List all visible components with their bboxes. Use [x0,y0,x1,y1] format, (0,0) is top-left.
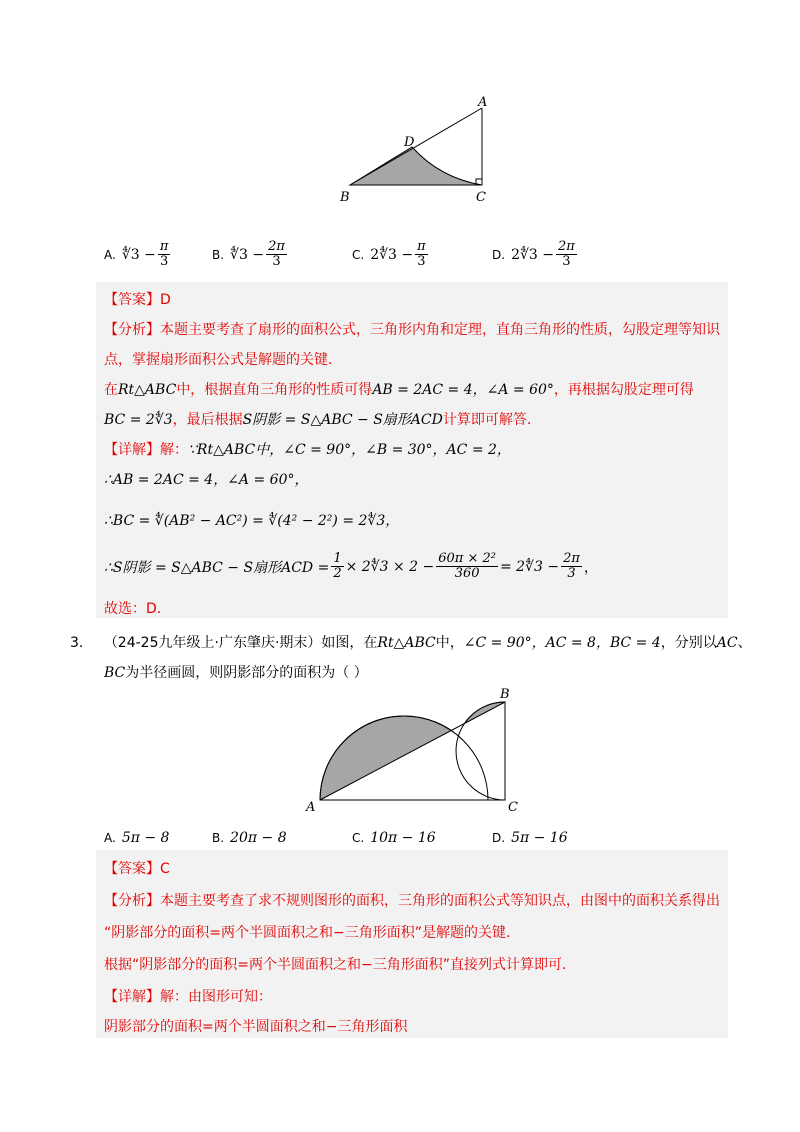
q2-answer: 【答案】D [104,292,171,308]
figure-semicircles [300,685,540,815]
q3-solution-panel [96,850,728,1038]
q2-detail-line-1: 【详解】解：∵Rt△ABC中，∠C = 90°，∠B = 30°，AC = 2， [104,442,511,458]
label-b: B [340,190,350,205]
q2-analysis-line-3: 在Rt△ABC中，根据直角三角形的性质可得AB = 2AC = 4，∠A = 60°，再根据勾股定理可得 [104,382,694,398]
q2-detail-line-4: ∴S阴影 = S△ABC − S扇形ACD = $\frac{1}{2}$ × 2∜3 × 2 − $\frac{\text{60π × 2²}}{360}$ = 2∜3 − $\frac{2\pi}{3}$ ， [104,551,598,582]
figure-triangle-sector [330,90,500,205]
q2-detail-line-2: ∴AB = 2AC = 4，∠A = 60°， [104,472,309,488]
q3-answer: 【答案】C [104,861,170,877]
q3-analysis-line-2: “阴影部分的面积=两个半圆面积之和−三角形面积”是解题的关键. [104,925,511,941]
q3-number: 3. [70,635,84,651]
q2-option-c[interactable]: C. 2∜3 − $\frac{\pi}{3}$ [352,239,426,270]
q3-stem-line-1: 3. （24-25九年级上·广东肇庆·期末）如图，在Rt△ABC中，∠C = 90°，AC = 8，BC = 4，分别以AC、 [70,635,752,651]
label-c: C [476,190,486,205]
q3-detail-line-1: 【详解】解：由图形可知： [104,989,272,1005]
q2-option-b[interactable]: B. ∜3 − $\frac{2\pi}{3}$ [212,239,285,270]
q2-analysis-line-4: BC = 2∜3，最后根据S阴影 = S△ABC − S扇形ACD计算即可解答. [104,412,532,428]
q2-analysis-line-2: 点，掌握扇形面积公式是解题的关键. [104,352,333,368]
q2-option-d[interactable]: D. 2∜3 − $\frac{2\pi}{3}$ [492,239,575,270]
label-c: C [508,800,518,815]
q2-analysis-line-1: 【分析】本题主要考查了扇形的面积公式，三角形内角和定理，直角三角形的性质，勾股定理等知识 [104,322,720,338]
label-d: D [404,135,415,150]
label-a: A [478,95,488,110]
q2-choose: 故选：D. [104,601,162,617]
q3-stem-line-2: BC为半径画圆，则阴影部分的面积为（ ） [104,665,368,681]
q3-option-c[interactable]: C. 10π − 16 [352,830,436,846]
q3-detail-line-2: 阴影部分的面积=两个半圆面积之和−三角形面积 [104,1019,408,1035]
q3-analysis-line-1: 【分析】本题主要考查了求不规则图形的面积，三角形的面积公式等知识点，由图中的面积关系得出 [104,893,720,909]
q2-option-a[interactable]: A. ∜3 − $\frac{\pi}{3}$ [104,239,169,270]
q3-option-d[interactable]: D. 5π − 16 [492,830,568,846]
label-b: B [500,687,510,702]
q3-analysis-line-3: 根据“阴影部分的面积=两个半圆面积之和−三角形面积”直接列式计算即可. [104,957,567,973]
label-a: A [306,800,316,815]
q3-option-b[interactable]: B. 20π − 8 [212,830,287,846]
q2-detail-line-3: ∴BC = ∜(AB² − AC²) = ∜(4² − 2²) = 2∜3， [104,513,400,529]
q3-option-a[interactable]: A. 5π − 8 [104,830,170,846]
shaded-region [350,147,482,185]
